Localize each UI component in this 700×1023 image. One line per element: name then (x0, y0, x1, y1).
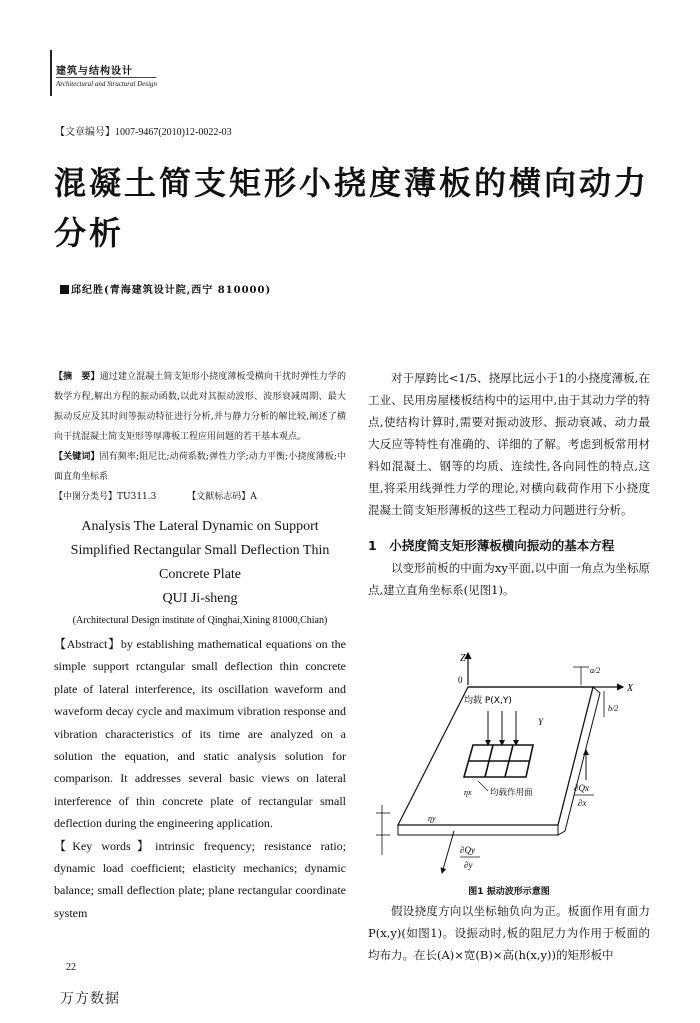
load-face-leader (478, 781, 488, 791)
shear-arrow-down (442, 831, 454, 873)
english-title-line: Simplified Rectangular Small Deflection Thin (70, 543, 330, 558)
abstract-zh (54, 367, 346, 447)
journal-header-rule (56, 77, 156, 78)
section-1-paragraph: 以变形前板的中面为xy平面,以中面一角点为坐标原点,建立直角坐标系(见图1)。 (368, 561, 650, 597)
classification-row (54, 487, 346, 507)
y-axis-label: Y (538, 717, 544, 727)
watermark: 万方数据 (60, 991, 120, 1007)
journal-header-bar (50, 50, 52, 96)
abstract-en-text: by establishing mathematical equations on the simple support rctangular small deflection thin concrete plate of lateral interference, its oscillation waveform and waveform decay cycle and maximum vibration response and vibration characteristics of its time are analyzed on a solution the equation, and static analysis solution for comparison. It addresses several basic views on lateral interference of thin concrete plate of rectangular small deflection during the engineering application. (54, 637, 346, 831)
plate-thickness-front (398, 825, 558, 835)
keywords-en-label: 【Key words】 (54, 838, 156, 853)
keywords-zh-text: 固有频率;阻尼比;动荷系数;弹性力学;动力平衡;小挠度薄板;中面直角坐标系 (54, 452, 346, 482)
figure-1-caption: 图1 振动波形示意图 (468, 887, 550, 897)
clc-number: 【中图分类号】TU311.3 (54, 492, 157, 502)
z-axis-label: Z (460, 653, 466, 664)
english-title-line: Analysis The Lateral Dynamic on Support (81, 519, 319, 534)
english-title (54, 515, 346, 587)
author-text: 邱纪胜(青海建筑设计院,西宁 810000) (71, 285, 272, 296)
intro-paragraph: 对于厚跨比<1/5、挠厚比远小于1的小挠度薄板,在工业、民用房屋楼板结构中的运用中,由于其动力学的特点,使结构计算时,需要对振动波形、振动衰减、动力最大反应等特性有准确的、详细的了解。考虑到板常用材料如混凝土、钢等的均质、连续性,各向同性的特点,这里,将采用线弹性力学的理论,对横向载荷作用下小挠度混凝土简支矩形薄板的这些工程动力问题进行分析。 (368, 371, 650, 517)
abstract-zh-text: 通过建立混凝土简支矩形小挠度薄板受横向干扰时弹性力学的数学方程,解出方程的振动函数,以此对其振动波形、波形衰减周期、最大振动反应及其时间等振动特征进行分析,并与静力分析的解比较,阐述了横向干扰混凝土简支矩形等厚薄板工程应用问题的若干基本观点。 (54, 372, 346, 442)
load-label: 均载 P(X,Y) (464, 696, 512, 706)
author-line (60, 281, 271, 296)
abstract-en-label: 【Abstract】 (54, 637, 121, 651)
abstract-zh-label: 【摘 要】 (54, 372, 100, 382)
x-axis-label: X (627, 683, 634, 694)
keywords-zh-label: 【关键词】 (54, 452, 100, 462)
section-1-paragraph-2: 假设挠度方向以坐标轴负向为正。板面作用有面力P(x,y)(如图1)。设振动时,板的阻尼力为作用于板面的均布力。在长(A)×宽(B)×高(h(x,y))的矩形板中 (368, 904, 650, 962)
dqx-label: ∂Qx (574, 783, 589, 793)
b2-label: b/2 (608, 704, 619, 713)
journal-name-en: Architectural and Structural Design (56, 80, 158, 88)
english-title-line: Concrete Plate (158, 567, 242, 582)
document-code: 【文献标志码】A (187, 492, 257, 502)
author-marker-icon (60, 285, 69, 294)
abstract-en (54, 633, 346, 835)
english-author: QUI Ji-sheng (162, 591, 238, 606)
page-number: 22 (66, 962, 76, 973)
dx-label: ∂x (578, 798, 587, 808)
section-1-heading: 1 小挠度简支矩形薄板横向振动的基本方程 (368, 538, 615, 553)
origin-label: 0 (458, 675, 463, 685)
element-grid (464, 745, 533, 777)
keywords-en (54, 835, 346, 925)
english-affiliation: (Architectural Design institute of Qinghai,Xining 81000,Chian) (72, 615, 328, 626)
load-face-label: 均载作用面 (490, 788, 533, 798)
article-number: 【文章编号】1007-9467(2010)12-0022-03 (55, 127, 232, 138)
plate-thickness-side (558, 687, 600, 835)
dy-label: ∂y (464, 860, 473, 870)
figure-1-diagram (368, 645, 650, 875)
right-column (368, 367, 650, 601)
keywords-en-text: intrinsic frequency; resistance ratio; dynamic load coefficient; elasticity mechanics; dynamic balance; small deflection plate; plane rectangular coordinate system (54, 838, 347, 920)
paper-title: 混凝土简支矩形小挠度薄板的横向动力分析 (54, 164, 650, 252)
nx-label: ηx (464, 788, 472, 797)
ny-label: ηy (428, 814, 436, 823)
journal-name-zh: 建筑与结构设计 (56, 66, 133, 77)
keywords-zh (54, 447, 346, 487)
a2-label: a/2 (590, 666, 601, 675)
left-column (54, 367, 346, 924)
post-figure-text (368, 900, 650, 966)
dqy-label: ∂Qy (460, 845, 475, 855)
